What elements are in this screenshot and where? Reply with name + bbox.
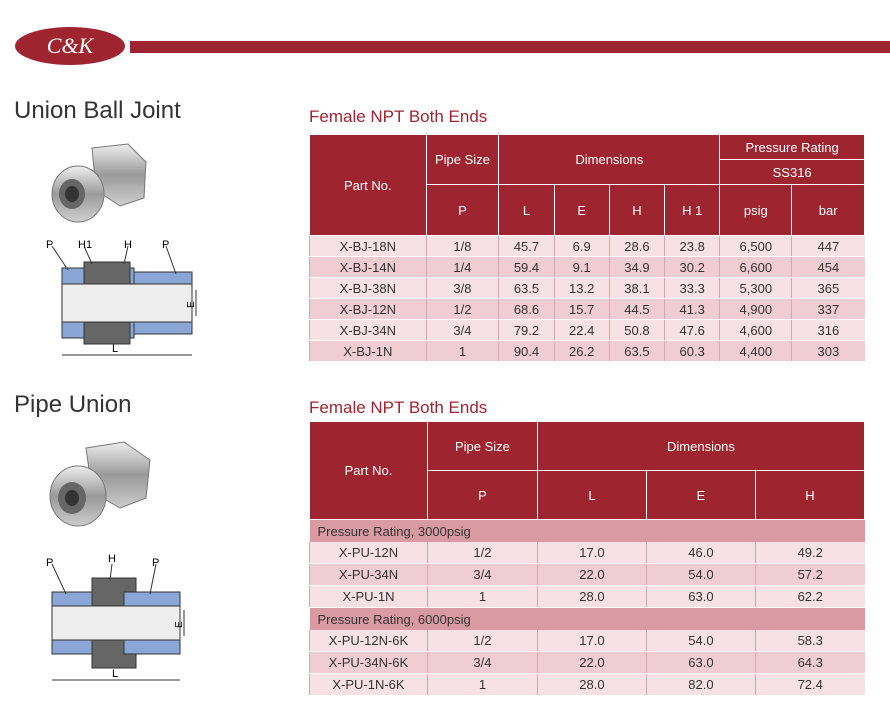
header-pipe-size: Pipe Size bbox=[427, 422, 537, 471]
table-cell: 38.1 bbox=[609, 278, 664, 299]
header-l: L bbox=[499, 185, 554, 236]
header-part-no: Part No. bbox=[310, 422, 428, 520]
header-pipe-size: Pipe Size bbox=[426, 135, 499, 185]
table-cell: X-PU-12N bbox=[310, 542, 428, 564]
table-row bbox=[310, 299, 865, 320]
table-cell: 1 bbox=[427, 586, 537, 608]
table-cell: 13.2 bbox=[554, 278, 609, 299]
svg-text:H: H bbox=[124, 240, 132, 251]
table-cell: 316 bbox=[792, 320, 865, 341]
union-ball-joint-diagram bbox=[44, 240, 204, 365]
svg-text:P: P bbox=[46, 557, 54, 569]
table-cell: 9.1 bbox=[554, 257, 609, 278]
header-material: SS316 bbox=[720, 160, 865, 185]
table-cell: 46.0 bbox=[646, 542, 755, 564]
header-pressure-rating: Pressure Rating bbox=[720, 135, 865, 160]
table-row bbox=[310, 236, 865, 257]
pipe-union-table bbox=[309, 421, 865, 696]
svg-text:L: L bbox=[112, 668, 119, 680]
svg-text:H: H bbox=[108, 553, 116, 565]
table-cell: 6,500 bbox=[720, 236, 792, 257]
table-row bbox=[310, 630, 865, 652]
ball-joint-table bbox=[309, 134, 865, 362]
header-h1: H 1 bbox=[665, 185, 720, 236]
table-cell: X-PU-1N-6K bbox=[310, 674, 428, 696]
table-cell: 447 bbox=[792, 236, 865, 257]
table-cell: 3/8 bbox=[426, 278, 499, 299]
table-cell: X-PU-34N bbox=[310, 564, 428, 586]
table-cell: 54.0 bbox=[646, 564, 755, 586]
table-row bbox=[310, 564, 865, 586]
table-cell: 1 bbox=[426, 341, 499, 362]
svg-text:C&K: C&K bbox=[46, 33, 94, 58]
header-part-no: Part No. bbox=[310, 135, 427, 236]
header-p: P bbox=[427, 471, 537, 520]
table-cell: 49.2 bbox=[755, 542, 864, 564]
table-cell: 17.0 bbox=[537, 542, 646, 564]
table-cell: 3/4 bbox=[427, 652, 537, 674]
table-cell: 1 bbox=[427, 674, 537, 696]
table-cell: 22.0 bbox=[537, 564, 646, 586]
table-row bbox=[310, 320, 865, 341]
header-dimensions: Dimensions bbox=[537, 422, 864, 471]
table-cell: 365 bbox=[792, 278, 865, 299]
table-cell: 64.3 bbox=[755, 652, 864, 674]
table-cell: 3/4 bbox=[427, 564, 537, 586]
header-bar: bar bbox=[792, 185, 865, 236]
table-cell: 62.2 bbox=[755, 586, 864, 608]
table-cell: 303 bbox=[792, 341, 865, 362]
header-e: E bbox=[554, 185, 609, 236]
header-bar bbox=[130, 41, 890, 53]
union-ball-joint-photo bbox=[48, 142, 148, 232]
table-row bbox=[310, 341, 865, 362]
table-row bbox=[310, 674, 865, 696]
table-row bbox=[310, 652, 865, 674]
table-cell: 79.2 bbox=[499, 320, 554, 341]
table-cell: 50.8 bbox=[609, 320, 664, 341]
svg-text:E: E bbox=[186, 301, 197, 308]
table-cell: 33.3 bbox=[665, 278, 720, 299]
table-cell: 58.3 bbox=[755, 630, 864, 652]
table-cell: 34.9 bbox=[609, 257, 664, 278]
group-label: Pressure Rating, 6000psig bbox=[310, 608, 865, 631]
table-cell: 28.6 bbox=[609, 236, 664, 257]
table-cell: 59.4 bbox=[499, 257, 554, 278]
table-cell: 63.5 bbox=[609, 341, 664, 362]
header-h: H bbox=[609, 185, 664, 236]
table-cell: 72.4 bbox=[755, 674, 864, 696]
table-cell: 22.0 bbox=[537, 652, 646, 674]
table-cell: 63.0 bbox=[646, 652, 755, 674]
table-cell: X-PU-34N-6K bbox=[310, 652, 428, 674]
table-cell: 82.0 bbox=[646, 674, 755, 696]
table-title-pipe-union: Female NPT Both Ends bbox=[309, 398, 488, 417]
svg-text:P: P bbox=[152, 557, 160, 569]
svg-text:P: P bbox=[46, 240, 54, 251]
table-cell: 17.0 bbox=[537, 630, 646, 652]
table-cell: 63.5 bbox=[499, 278, 554, 299]
table-cell: 41.3 bbox=[665, 299, 720, 320]
svg-text:E: E bbox=[174, 621, 185, 628]
header-l: L bbox=[537, 471, 646, 520]
header-psig: psig bbox=[720, 185, 792, 236]
table-cell: 44.5 bbox=[609, 299, 664, 320]
table-cell: 22.4 bbox=[554, 320, 609, 341]
svg-text:L: L bbox=[112, 343, 119, 355]
svg-text:H1: H1 bbox=[78, 240, 93, 251]
pipe-union-diagram bbox=[44, 550, 194, 690]
table-cell: 47.6 bbox=[665, 320, 720, 341]
brand-logo bbox=[14, 26, 127, 66]
table-cell: 23.8 bbox=[665, 236, 720, 257]
table-cell: 28.0 bbox=[537, 674, 646, 696]
table-row bbox=[310, 257, 865, 278]
table-cell: 57.2 bbox=[755, 564, 864, 586]
pipe-union-photo bbox=[46, 438, 156, 533]
table-cell: X-BJ-1N bbox=[310, 341, 427, 362]
table-cell: X-PU-1N bbox=[310, 586, 428, 608]
table-cell: 1/2 bbox=[427, 630, 537, 652]
table-row bbox=[310, 542, 865, 564]
header-dimensions: Dimensions bbox=[499, 135, 720, 185]
table-cell: 1/4 bbox=[426, 257, 499, 278]
table-cell: 60.3 bbox=[665, 341, 720, 362]
table-cell: 15.7 bbox=[554, 299, 609, 320]
table-cell: 4,600 bbox=[720, 320, 792, 341]
table-cell: X-BJ-34N bbox=[310, 320, 427, 341]
table-cell: X-PU-12N-6K bbox=[310, 630, 428, 652]
table-cell: 1/2 bbox=[427, 542, 537, 564]
table-cell: 4,400 bbox=[720, 341, 792, 362]
header-p: P bbox=[426, 185, 499, 236]
table-cell: 5,300 bbox=[720, 278, 792, 299]
table-cell: 63.0 bbox=[646, 586, 755, 608]
group-row bbox=[310, 608, 865, 631]
table-cell: 90.4 bbox=[499, 341, 554, 362]
group-label: Pressure Rating, 3000psig bbox=[310, 520, 865, 543]
table-cell: 68.6 bbox=[499, 299, 554, 320]
table-cell: 1/8 bbox=[426, 236, 499, 257]
table-cell: 30.2 bbox=[665, 257, 720, 278]
table-cell: 26.2 bbox=[554, 341, 609, 362]
table-row bbox=[310, 278, 865, 299]
group-row bbox=[310, 520, 865, 543]
table-row bbox=[310, 586, 865, 608]
table-cell: 3/4 bbox=[426, 320, 499, 341]
table-cell: X-BJ-18N bbox=[310, 236, 427, 257]
table-cell: 54.0 bbox=[646, 630, 755, 652]
table-cell: 4,900 bbox=[720, 299, 792, 320]
header-h: H bbox=[755, 471, 864, 520]
table-cell: X-BJ-12N bbox=[310, 299, 427, 320]
table-cell: 6,600 bbox=[720, 257, 792, 278]
table-cell: 6.9 bbox=[554, 236, 609, 257]
section-title-union-ball-joint: Union Ball Joint bbox=[14, 97, 181, 124]
table-cell: 1/2 bbox=[426, 299, 499, 320]
table-cell: X-BJ-38N bbox=[310, 278, 427, 299]
section-title-pipe-union: Pipe Union bbox=[14, 391, 132, 418]
table-cell: X-BJ-14N bbox=[310, 257, 427, 278]
table-cell: 337 bbox=[792, 299, 865, 320]
table-title-ball-joint: Female NPT Both Ends bbox=[309, 107, 488, 126]
header-e: E bbox=[646, 471, 755, 520]
table-cell: 28.0 bbox=[537, 586, 646, 608]
table-cell: 454 bbox=[792, 257, 865, 278]
svg-text:P: P bbox=[162, 240, 170, 251]
table-cell: 45.7 bbox=[499, 236, 554, 257]
